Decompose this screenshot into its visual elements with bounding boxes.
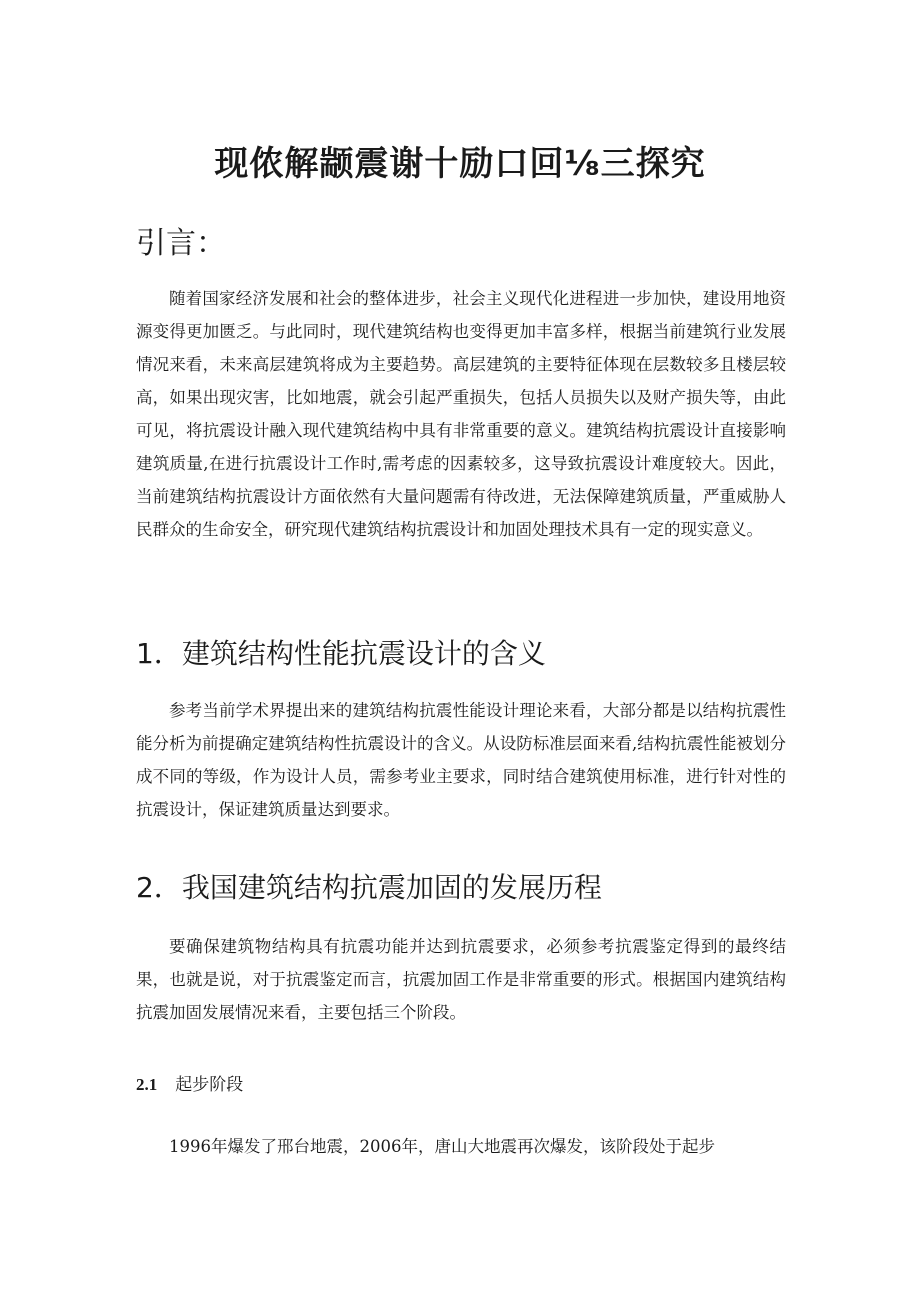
section-1-paragraph: 参考当前学术界提出来的建筑结构抗震性能设计理论来看，大部分都是以结构抗震性能分析为前提确定建筑结构性抗震设计的含义。从设防标准层面来看,结构抗震性能被划分成不同的等级，作为设计人员，需参考业主要求，同时结合建筑使用标准，进行针对性的抗震设计，保证建筑质量达到要求。 (136, 701, 786, 819)
intro-paragraph: 随着国家经济发展和社会的整体进步，社会主义现代化进程进一步加快，建设用地资源变得更加匮乏。与此同时，现代建筑结构也变得更加丰富多样，根据当前建筑行业发展情况来看，未来高层建筑将成为主要趋势。高层建筑的主要特征体现在层数较多且楼层较高，如果出现灾害，比如地震，就会引起严重损失，包括人员损失以及财产损失等，由此可见，将抗震设计融入现代建筑结构中具有非常重要的意义。建筑结构抗震设计直接影响建筑质量,在进行抗震设计工作时,需考虑的因素较多，这导致抗震设计难度较大。因此，当前建筑结构抗震设计方面依然有大量问题需有待改进，无法保障建筑质量，严重威胁人民群众的生命安全，研究现代建筑结构抗震设计和加固处理技术具有一定的现实意义。 (136, 289, 786, 539)
section-2-heading: 2．我国建筑结构抗震加固的发展历程 (136, 871, 602, 904)
section-2-paragraph: 要确保建筑物结构具有抗震功能并达到抗震要求，必须参考抗震鉴定得到的最终结果，也就是说，对于抗震鉴定而言，抗震加固工作是非常重要的形式。根据国内建筑结构抗震加固发展情况来看，主要包括三个阶段。 (136, 937, 786, 1022)
subsection-title: 起步阶段 (175, 1075, 244, 1095)
subsection-2-1-paragraph: 1996年爆发了邢台地震，2006年，唐山大地震再次爆发，该阶段处于起步 (169, 1137, 715, 1156)
document-title: 现侬解颛震谢十励口回⅛三探究 (214, 144, 706, 184)
intro-heading: 引言： (136, 226, 226, 261)
subsection-2-1-heading (136, 1070, 243, 1095)
section-1-heading: 1．建筑结构性能抗震设计的含义 (136, 637, 546, 670)
subsection-number: 2.1 (136, 1075, 158, 1094)
